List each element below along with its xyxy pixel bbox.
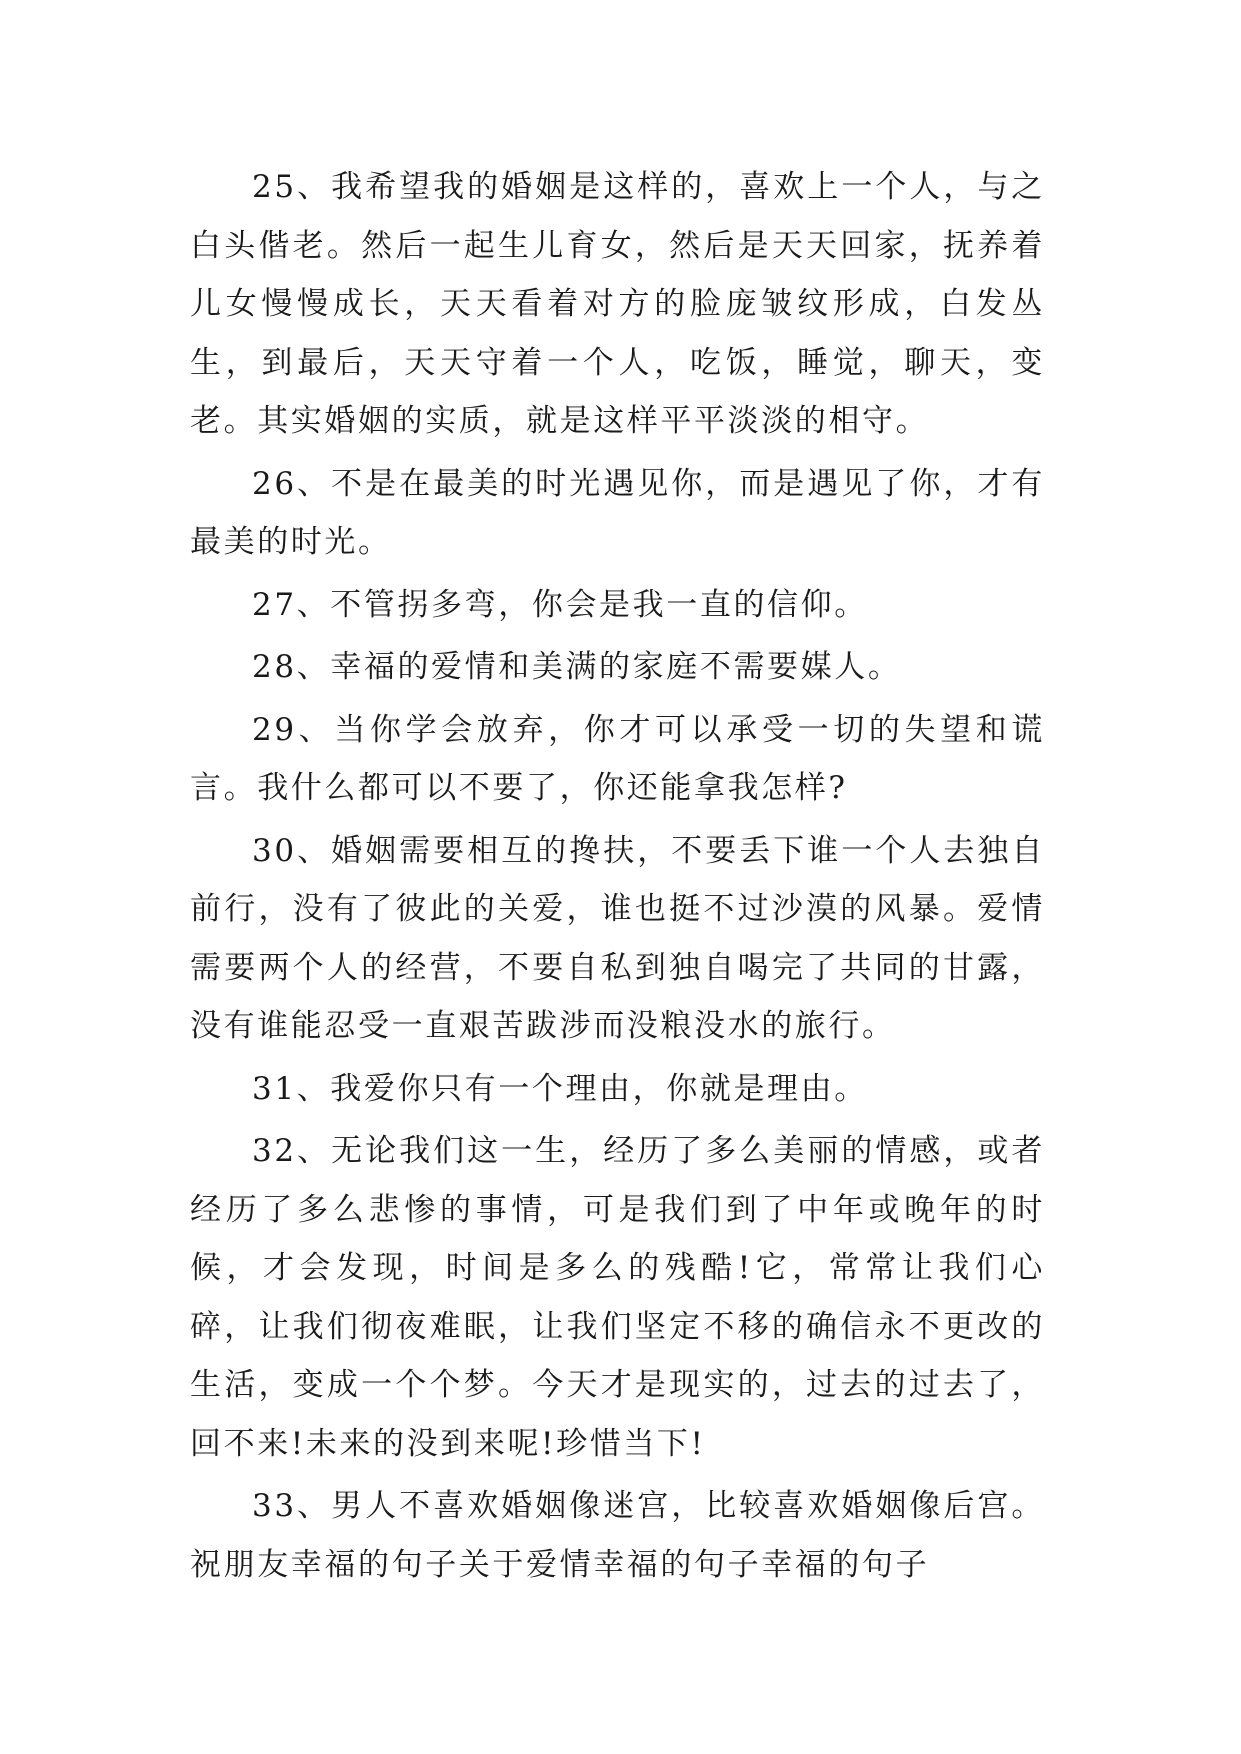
paragraph-27: 27、不管拐多弯，你会是我一直的信仰。: [252, 586, 868, 623]
paragraph-30: 30、婚姻需要相互的搀扶，不要丢下谁一个人去独自前行，没有了彼此的关爱，谁也挺不过沙漠的风暴。爱情需要两个人的经营，不要自私到独自喝完了共同的甘露，没有谁能忍受一直艰苦跋涉而没粮没水的旅行。: [190, 832, 1045, 1044]
paragraph-31: 31、我爱你只有一个理由，你就是理由。: [252, 1070, 868, 1107]
paragraph-25: 25、我希望我的婚姻是这样的，喜欢上一个人，与之白头偕老。然后一起生儿育女，然后是天天回家，抚养着儿女慢慢成长，天天看着对方的脸庞皱纹形成，白发丛生，到最后，天天守着一个人，吃饭，睡觉，聊天，变老。其实婚姻的实质，就是这样平平淡淡的相守。: [190, 169, 1045, 439]
paragraph-32: 32、无论我们这一生，经历了多么美丽的情感，或者经历了多么悲惨的事情，可是我们到了中年或晚年的时候，才会发现，时间是多么的残酷!它，常常让我们心碎，让我们彻夜难眠，让我们坚定不移的确信永不更改的生活，变成一个个梦。今天才是现实的，过去的过去了，回不来!未来的没到来呢!珍惜当下!: [190, 1133, 1045, 1462]
paragraph-28: 28、幸福的爱情和美满的家庭不需要媒人。: [252, 649, 902, 685]
document-body: [190, 158, 1045, 1598]
paragraph-29: 29、当你学会放弃，你才可以承受一切的失望和谎言。我什么都可以不要了，你还能拿我怎样?: [190, 711, 1045, 806]
paragraph-26: 26、不是在最美的时光遇见你，而是遇见了你，才有最美的时光。: [190, 465, 1045, 560]
paragraph-33: 33、男人不喜欢婚姻像迷宫，比较喜欢婚姻像后宫。祝朋友幸福的句子关于爱情幸福的句子幸福的句子: [190, 1488, 1045, 1583]
